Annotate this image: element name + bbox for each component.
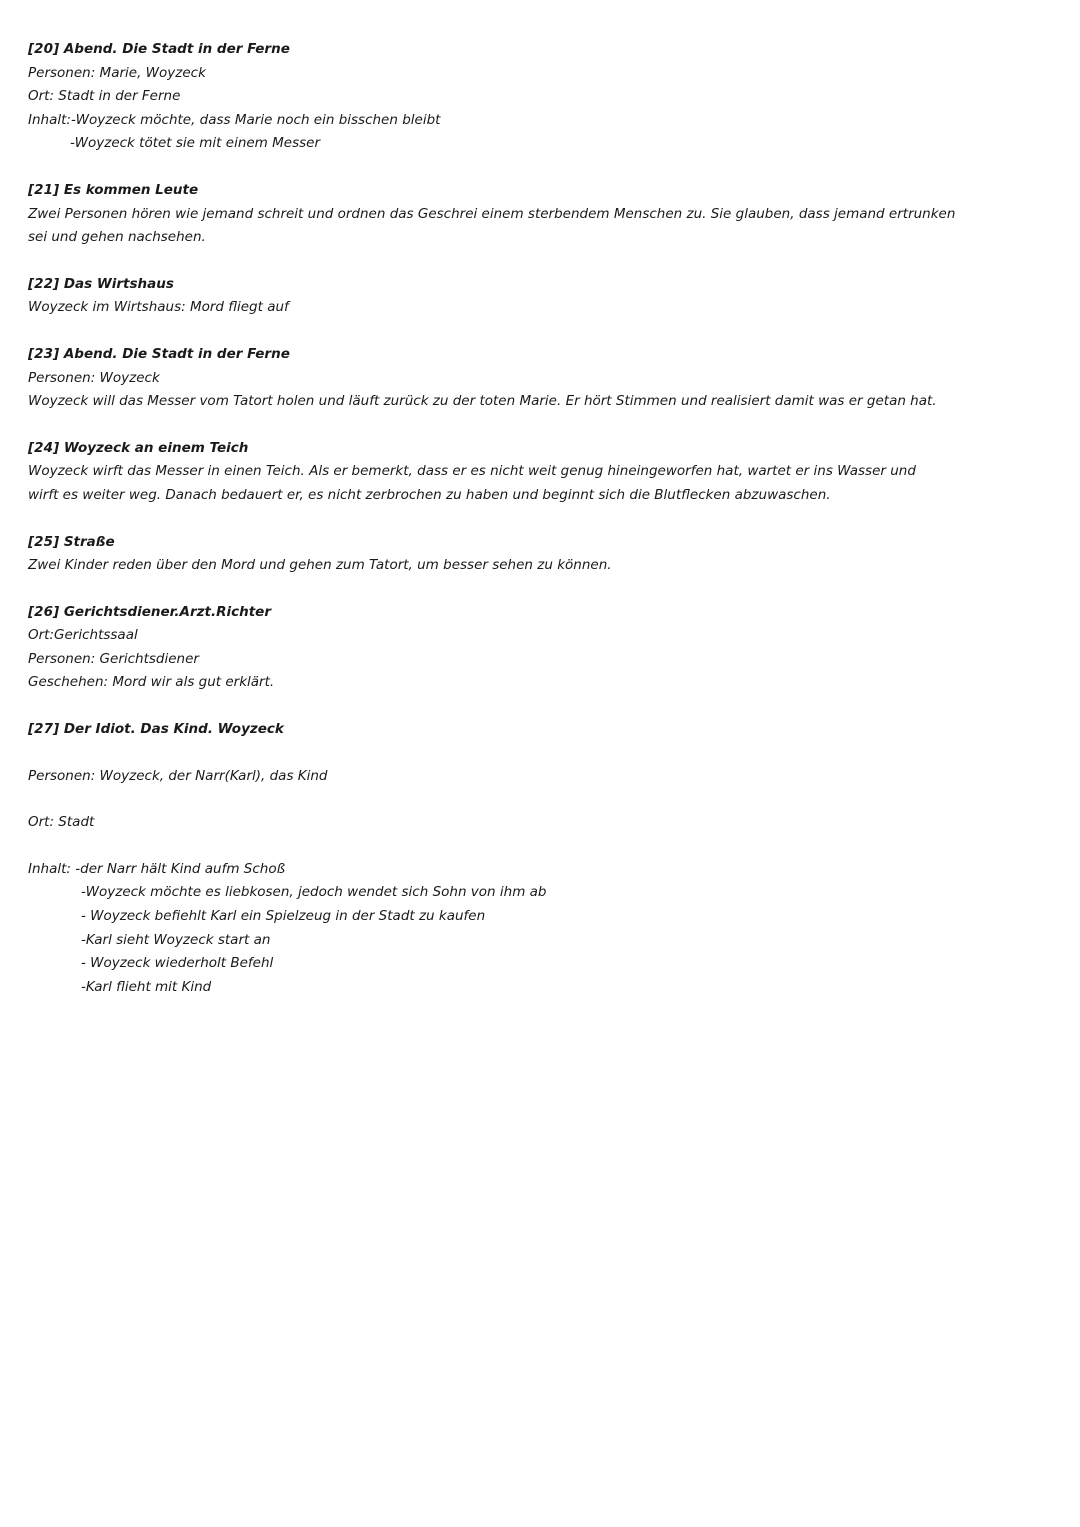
scene-content-item: -Woyzeck tötet sie mit einem Messer <box>70 135 320 152</box>
scene-content: Inhalt:-Woyzeck möchte, dass Marie noch ein bisschen bleibt <box>28 111 441 128</box>
scene-content-item: - Woyzeck befiehlt Karl ein Spielzeug in der Stadt zu kaufen <box>81 908 486 925</box>
scene-heading: [27] Der Idiot. Das Kind. Woyzeck <box>28 721 284 738</box>
scene-location: Ort: Stadt in der Ferne <box>28 88 181 105</box>
scene-heading: [21] Es kommen Leute <box>28 181 199 198</box>
scene-persons: Personen: Woyzeck <box>28 369 160 386</box>
scene-heading: [20] Abend. Die Stadt in der Ferne <box>28 41 290 57</box>
scene-content-item: -Woyzeck möchte es liebkosen, jedoch wendet sich Sohn von ihm ab <box>81 884 547 901</box>
scene-events: Geschehen: Mord wir als gut erklärt. <box>28 674 275 691</box>
scene-persons: Personen: Marie, Woyzeck <box>28 64 206 81</box>
scene-23 <box>28 343 1028 414</box>
scene-location: Ort: Stadt <box>28 814 95 831</box>
scene-summary: Woyzeck will das Messer vom Tatort holen und läuft zurück zu der toten Marie. Er hört Stimmen und realisiert damit was er getan hat. <box>28 393 937 410</box>
scene-summary: Woyzeck wirft das Messer in einen Teich. Als er bemerkt, dass er es nicht weit genug hineingeworfen hat, wartet er ins Wasser und <box>28 463 916 480</box>
scene-22 <box>28 273 1028 320</box>
document-page <box>28 38 1028 999</box>
scene-content-item: -Karl flieht mit Kind <box>81 978 212 995</box>
scene-27 <box>28 718 1028 999</box>
scene-20 <box>28 38 1028 156</box>
scene-location: Ort:Gerichtssaal <box>28 627 138 644</box>
scene-heading: [22] Das Wirtshaus <box>28 275 174 292</box>
scene-heading: [26] Gerichtsdiener.Arzt.Richter <box>28 603 271 620</box>
scene-26 <box>28 601 1028 695</box>
scene-content-item: -Karl sieht Woyzeck start an <box>81 931 271 948</box>
scene-heading: [23] Abend. Die Stadt in der Ferne <box>28 345 290 362</box>
scene-persons: Personen: Woyzeck, der Narr(Karl), das Kind <box>28 767 328 784</box>
scene-25 <box>28 531 1028 578</box>
scene-24 <box>28 437 1028 508</box>
scene-persons: Personen: Gerichtsdiener <box>28 650 199 667</box>
scene-21 <box>28 179 1028 250</box>
scene-content-item: - Woyzeck wiederholt Befehl <box>81 955 274 972</box>
scene-heading: [25] Straße <box>28 533 115 550</box>
scene-summary: Zwei Personen hören wie jemand schreit und ordnen das Geschrei einem sterbendem Menschen zu. Sie glauben, dass jemand ertrunken <box>28 205 956 222</box>
scene-content: Inhalt: -der Narr hält Kind aufm Schoß <box>28 860 286 877</box>
scene-summary: sei und gehen nachsehen. <box>28 229 206 246</box>
scene-summary: wirft es weiter weg. Danach bedauert er, es nicht zerbrochen zu haben und beginnt sich die Blutflecken abzuwaschen. <box>28 486 831 503</box>
scene-heading: [24] Woyzeck an einem Teich <box>28 439 249 456</box>
scene-summary: Zwei Kinder reden über den Mord und gehen zum Tatort, um besser sehen zu können. <box>28 557 612 574</box>
scene-summary: Woyzeck im Wirtshaus: Mord fliegt auf <box>28 299 289 316</box>
